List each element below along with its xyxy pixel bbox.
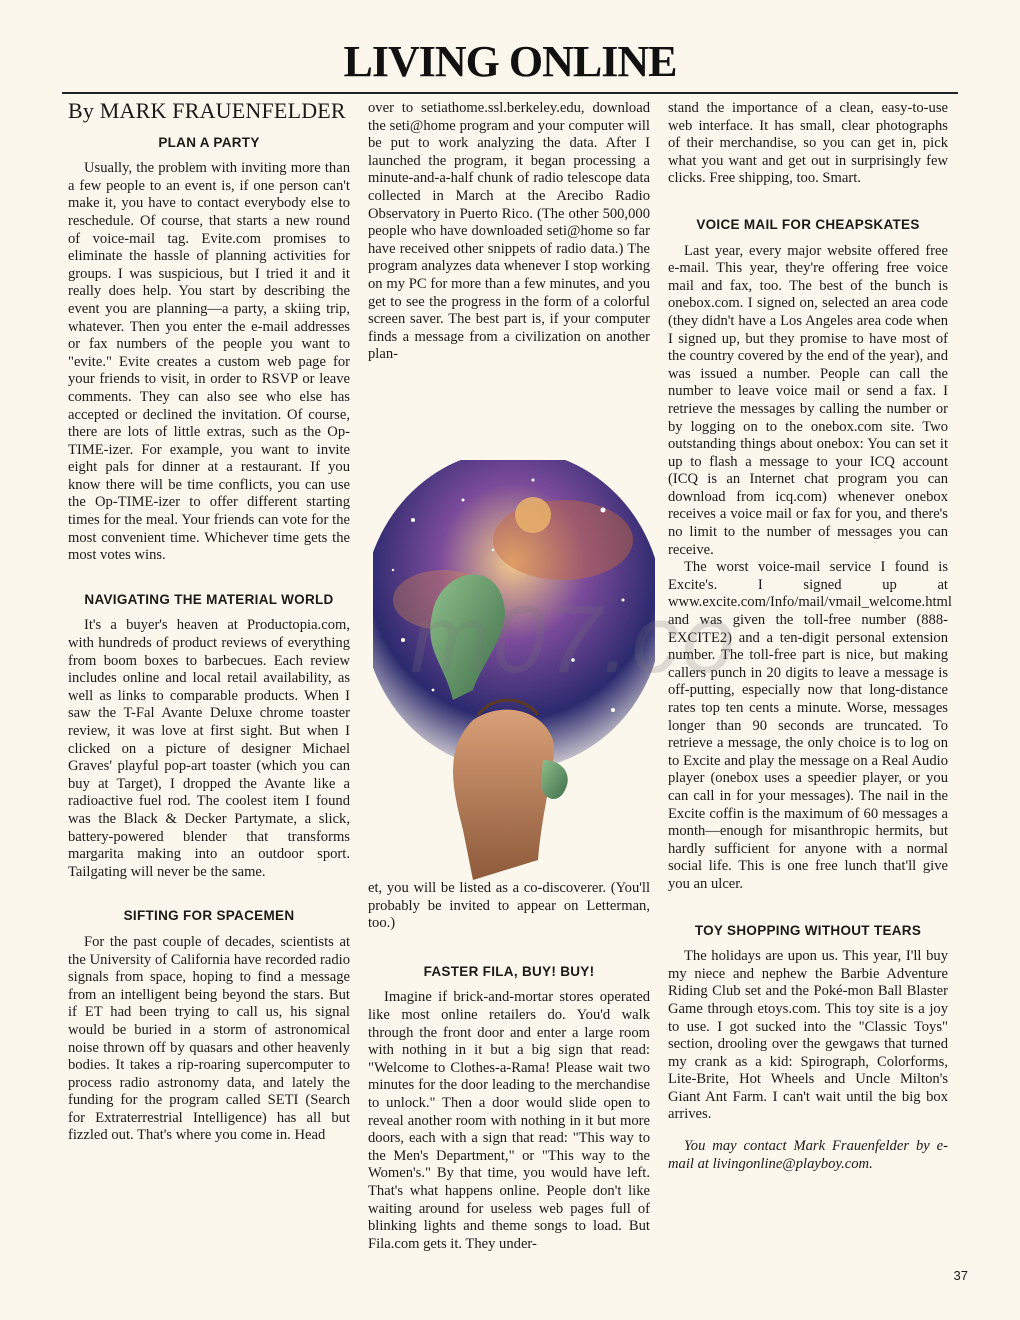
watermark: m07.co xyxy=(410,586,737,693)
section-title: LIVING ONLINE xyxy=(343,37,677,86)
heading-sifting-for-spacemen: SIFTING FOR SPACEMEN xyxy=(123,908,295,924)
title-rule xyxy=(62,92,958,94)
paragraph-navigating-material-world: It's a buyer's heaven at Productopia.com, with hundreds of product reviews of everything from boom boxes to barbecues. Each review includes online and local retail availability, as well as links to comparable products. When I saw the T-Fal Avante Deluxe chrome toaster review, it was love at first sight. But when I clicked on a picture of designer Michael Graves' playful pop-art toaster (which you can buy at Target), I dropped the Avante like a radioactive fuel rod. The coolest item I found was the Black & Decker Partymate, a slick, battery-powered blender that transforms margarita making into an outdoor sport. Tailgating will never be the same. xyxy=(68,617,350,880)
column-3 xyxy=(668,100,952,1173)
heading-toy-shopping: TOY SHOPPING WITHOUT TEARS xyxy=(694,922,922,938)
paragraph-spacemen-continued: over to setiathome.ssl.berkeley.edu, download the seti@home program and your computer will be put to work analyzing the data. After I launched the program, it began processing a minute-and-a-half chunk of radio telescope data collected in March at the Arecibo Radio Observatory in Puerto Rico. (The other 500,000 people who have downloaded seti@home so far have received other snippets of radio data.) The program analyzes data whenever I stop working on my PC for more than a few minutes, and you get to see the progress in the form of a colorful screen saver. The best part is, if your computer finds a message from a civilization on another plan- xyxy=(368,100,650,363)
heading-navigating-material-world: NAVIGATING THE MATERIAL WORLD xyxy=(84,591,334,607)
paragraph-plan-a-party: Usually, the problem with inviting more than a few people to an event is, if one person can't make it, you have to contact everybody else to reschedule. Of course, that starts a new round of voice-mail tag. Evite.com promises to eliminate the hassle of planning activities for groups. I was suspicious, but I tried it and it really does help. You start by describing the event you are planning—a party, a skiing trip, whatever. Then you enter the e-mail addresses or fax numbers of the people you want to "evite." Evite creates a custom web page for your friends to visit, in order to RSVP or leave comments. They can also see who else has accepted or declined the invitation. Of course, there are lots of little extras, such as the Op-TIME-izer. For example, you want to invite eight pals for dinner at a restaurant. If you know there will be time conflicts, you can use the Op-TIME-izer to offer different starting times for the meal. Your friends can vote for the most convenient time. Whichever time gets the most votes wins. xyxy=(68,160,350,564)
column-1 xyxy=(68,100,350,1145)
page-number: 37 xyxy=(953,1268,968,1283)
paragraph-voice-mail-2: The worst voice-mail service I found is Excite's. I signed up at www.excite.com/Info/mail/vmail_welcome.html and was given the toll-free number (888-EXCITE2) and a ten-digit personal extension number. The toll-free part is nice, but making callers punch in 20 digits to leave a message is off-putting, especially now that long-distance rates top ten cents a minute. Worse, messages longer than 90 seconds are truncated. To retrieve a message, the only choice is to log on to Excite and play the message on a Real Audio player (onebox uses a speedier player, or you can call in for your messages). The nail in the Excite coffin is the maximum of 60 messages a month—enough for misanthropic hermits, but hardly sufficient for anyone with a normal social life. This is one free lunch that'll give you an ulcer. xyxy=(668,559,952,892)
paragraph-toy-shopping: The holidays are upon us. This year, I'll buy my niece and nephew the Barbie Adventure Riding Club set and the Poké-mon Ball Blaster Game through etoys.com. This toy site is a joy to use. I got sucked into the "Classic Toys" section, drooling over the gewgaws that turned my crank as a kid: Spirograph, Colorforms, Lite-Brite, Hot Wheels and Uncle Milton's Giant Ant Farm. I can't wait until the big box arrives. xyxy=(668,948,948,1123)
column-2-lower xyxy=(368,880,650,1253)
heading-plan-a-party: PLAN A PARTY xyxy=(158,134,260,150)
illustration-alien-handshake xyxy=(373,460,655,880)
paragraph-voice-mail-1: Last year, every major website offered free e-mail. This year, they're offering free voice mail and fax, too. The best of the bunch is onebox.com. I signed on, selected an area code (they didn't have a Los Angeles area code when I signed up, but they promise to have most of the country covered by the end of the year), and was issued a number. People can call the number to leave voice mail or send a fax. I retrieve the messages by calling the number or by logging on to the onebox.com site. Two outstanding things about onebox: You can set it up to flash a message to your ICQ account (ICQ is an Internet chat program you can download from icq.com) whenever onebox receives a voice mail or fax for you, and there's no limit to the number of messages you can receive. xyxy=(668,242,948,558)
byline: By MARK FRAUENFELDER xyxy=(68,98,346,123)
author-contact: You may contact Mark Frauenfelder by e-mail at livingonline@playboy.com. xyxy=(668,1138,948,1172)
paragraph-faster-fila: Imagine if brick-and-mortar stores operated like most online retailers do. You'd walk through the front door and enter a large room with nothing in it but a big sign that read: "Welcome to Clothes-a-Rama! Please wait two minutes for the door leading to the merchandise to unlock." Then a door would slide open to reveal another room with nothing in it but more doors, each with a sign that read: "This way to the Men's Department," or "This way to the Women's." By that time, you would have left. That's what happens online. People don't like waiting around for useless web pages full of blinking lights and theme songs to load. But Fila.com gets it. They under- xyxy=(368,989,650,1252)
column-2 xyxy=(368,100,650,364)
heading-faster-fila: FASTER FILA, BUY! BUY! xyxy=(423,963,595,979)
paragraph-sifting-for-spacemen: For the past couple of decades, scientists at the University of California have recorded radio signals from space, hoping to find a message from an intelligent being beyond the stars. But if ET had been trying to call us, his signal would be buried in a storm of astronomical noise thrown off by quasars and other heavenly bodies. It takes a rip-roaring supercomputer to process radio astronomy data, and lately the funding for the program called SETI (Search for Extraterrestrial Intelligence) has all but fizzled out. That's where you come in. Head xyxy=(68,933,350,1144)
paragraph-spacemen-end: et, you will be listed as a co-discoverer. (You'll probably be invited to appear on Letterman, too.) xyxy=(368,880,650,932)
cosmic-illustration xyxy=(373,460,655,880)
paragraph-fila-continued: stand the importance of a clean, easy-to-use web interface. It has small, clear photographs of their merchandise, so you can get in, pick what you want and get out in surprisingly few clicks. Free shipping, too. Smart. xyxy=(668,100,948,187)
heading-voice-mail: VOICE MAIL FOR CHEAPSKATES xyxy=(696,216,920,232)
